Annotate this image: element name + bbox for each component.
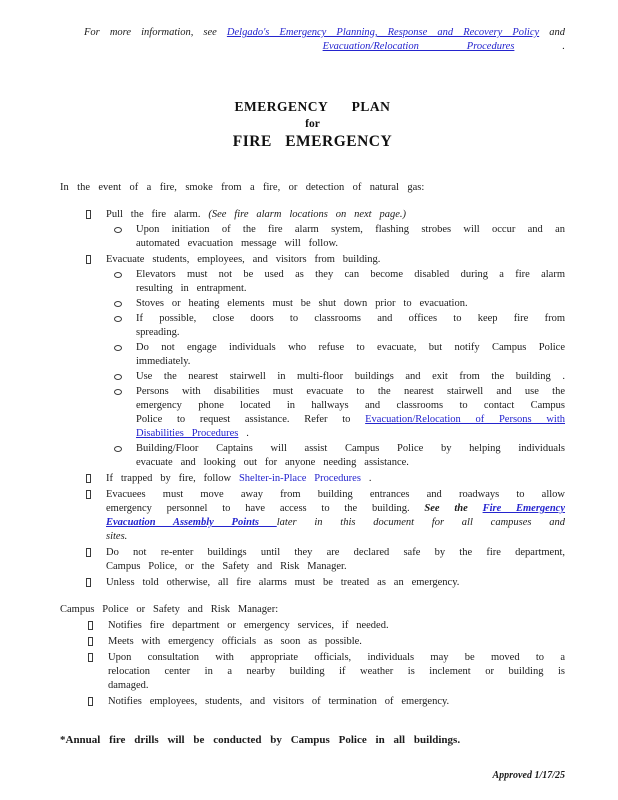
hyperlink[interactable]: Shelter-in-Place Procedures [238,473,361,484]
text-segment: Police to request assistance. Refer to [136,414,366,425]
text-line [136,456,565,470]
annual-drills-note: *Annual fire drills will be conducted by Campus Police in all buildings. [60,734,461,746]
hyperlink[interactable]: Evacuation/Relocation Procedures [322,41,515,52]
campus-police-section [60,602,565,709]
list-item-text [136,442,565,470]
hyperlink[interactable]: Delgado's Emergency Planning, Response and Recovery Policy [226,27,540,38]
text-line [136,312,565,326]
approval-stamp: Approved 1/17/25 [492,770,565,781]
list-item-text [108,619,565,633]
text-line [106,253,565,267]
list-item-text [106,576,565,590]
list-item [114,223,565,251]
text-line [106,488,565,502]
text-segment: See the [424,503,483,514]
text-segment: Notifies employees, students, and visitors of termination of emergency. [108,696,450,707]
list-item-text [106,472,565,486]
text-line [108,635,565,649]
circle-bullet-icon [114,227,122,233]
list-item [114,312,565,340]
text-segment: Evacuees must move away from building entrances and roadways to allow [106,489,565,500]
hyperlink[interactable]: Fire Emergency [482,503,566,514]
text-segment: If trapped by fire, follow [106,473,239,484]
text-segment: damaged. [108,680,149,691]
doc-title-line1: EMERGENCY PLAN [234,99,391,114]
text-line [136,297,565,311]
text-segment: For more information, see [84,27,227,38]
text-line [106,576,565,590]
circle-bullet-icon [114,316,122,322]
header-note-line1 [60,26,565,40]
header-note-line2 [323,40,565,54]
text-segment: . [238,428,249,439]
text-segment: Evacuate students, employees, and visitors from building. [106,254,381,265]
text-segment: Upon initiation of the fire alarm system, flashing strobes will occur and an [136,224,565,235]
text-segment: Persons with disabilities must evacuate to the nearest stairwell and use the [136,386,565,397]
text-segment: Elevators must not be used as they can become disabled during a fire alarm [136,269,565,280]
text-line [136,326,565,340]
text-segment: . [514,41,565,52]
text-line [136,355,565,369]
square-bullet-icon [86,474,91,483]
list-item [86,488,565,544]
list-item-text [106,488,565,544]
text-segment: relocation center in a nearby building if weather is inclement or building is [108,666,565,677]
text-segment: Building/Floor Captains will assist Campus Police by helping individuals [136,443,565,454]
list-item [86,208,565,222]
doc-title [60,98,565,152]
text-line [136,370,565,384]
text-segment: sites. [106,531,128,542]
list-item [86,472,565,486]
circle-bullet-icon [114,446,122,452]
text-line [106,530,565,544]
list-item-text [106,253,565,267]
text-line [136,413,565,427]
list-item [114,385,565,441]
text-line [108,679,565,693]
text-segment: (See fire alarm locations on next page.) [208,209,406,220]
list-item-text [106,208,565,222]
list-item [86,546,565,574]
text-line [136,268,565,282]
text-segment: emergency phone located in hallways and classrooms to contact Campus [136,400,565,411]
text-line [136,427,565,441]
text-segment: resulting in entrapment. [136,283,247,294]
list-item-text [136,297,565,311]
list-item [88,619,565,633]
text-line [136,385,565,399]
circle-bullet-icon [114,301,122,307]
list-item [114,297,565,311]
section-heading: Campus Police or Safety and Risk Manager: [60,604,279,615]
text-segment: Do not engage individuals who refuse to evacuate, but notify Campus Police [136,342,565,353]
hyperlink[interactable]: Evacuation/Relocation of Persons with [365,414,566,425]
list-item-text [136,341,565,369]
doc-title-line2: for [305,118,320,130]
list-item [114,341,565,369]
text-line [106,208,565,222]
square-bullet-icon [88,621,93,630]
list-item [88,635,565,649]
text-segment: Pull the fire alarm. [106,209,209,220]
text-line [106,472,565,486]
hyperlink[interactable]: Evacuation Assembly Points [106,517,277,528]
list-item [114,442,565,470]
text-segment: Use the nearest stairwell in multi-floor buildings and exit from the building . [136,371,565,382]
doc-title-line3: FIRE EMERGENCY [232,133,393,150]
text-line [106,560,565,574]
circle-bullet-icon [114,272,122,278]
text-segment: Upon consultation with appropriate officials, individuals may be moved to a [108,652,565,663]
text-line [106,502,565,516]
text-segment: Notifies fire department or emergency services, if needed. [108,620,389,631]
square-bullet-icon [86,255,91,264]
list-item [88,695,565,709]
list-item-text [136,223,565,251]
square-bullet-icon [86,578,91,587]
text-segment: Campus Police, or the Safety and Risk Manager. [106,561,347,572]
list-item [114,268,565,296]
text-line [136,237,565,251]
text-line [136,442,565,456]
text-line [108,665,565,679]
text-line [136,399,565,413]
text-line [106,516,565,530]
square-bullet-icon [86,210,91,219]
text-segment: later in this document for all campuses and [276,517,565,528]
list-item-text [108,651,565,693]
text-line [108,651,565,665]
square-bullet-icon [88,637,93,646]
text-segment: automated evacuation message will follow. [136,238,338,249]
text-line [136,223,565,237]
list-item-text [136,385,565,441]
text-line [108,695,565,709]
square-bullet-icon [88,653,93,662]
list-item-text [136,268,565,296]
circle-bullet-icon [114,374,122,380]
bullet-list [60,208,565,590]
text-segment: and [539,27,565,38]
text-segment: Meets with emergency officials as soon as possible. [108,636,362,647]
square-bullet-icon [88,697,93,706]
circle-bullet-icon [114,345,122,351]
header-note [60,26,565,54]
text-segment: If possible, close doors to classrooms and offices to keep fire from [136,313,565,324]
list-item [86,253,565,267]
text-line [108,619,565,633]
text-line [136,282,565,296]
section-bullet-list [60,619,565,709]
list-item [114,370,565,384]
intro-paragraph: In the event of a fire, smoke from a fire, or detection of natural gas: [60,182,425,193]
list-item [86,576,565,590]
text-line [136,341,565,355]
list-item-text [136,370,565,384]
text-segment: immediately. [136,356,191,367]
text-segment: spreading. [136,327,180,338]
text-segment: . [360,473,372,484]
text-segment: Stoves or heating elements must be shut down prior to evacuation. [136,298,468,309]
list-item-text [106,546,565,574]
list-item-text [108,635,565,649]
text-line [106,546,565,560]
text-segment: emergency personnel to have access to the building. [106,503,425,514]
text-segment: evacuate and looking out for anyone needing assistance. [136,457,409,468]
list-item-text [108,695,565,709]
square-bullet-icon [86,490,91,499]
list-item [88,651,565,693]
hyperlink[interactable]: Disabilities Procedures [136,428,239,439]
list-item-text [136,312,565,340]
circle-bullet-icon [114,389,122,395]
text-segment: Do not re-enter buildings until they are declared safe by the fire department, [106,547,565,558]
text-segment: Unless told otherwise, all fire alarms must be treated as an emergency. [106,577,460,588]
square-bullet-icon [86,548,91,557]
